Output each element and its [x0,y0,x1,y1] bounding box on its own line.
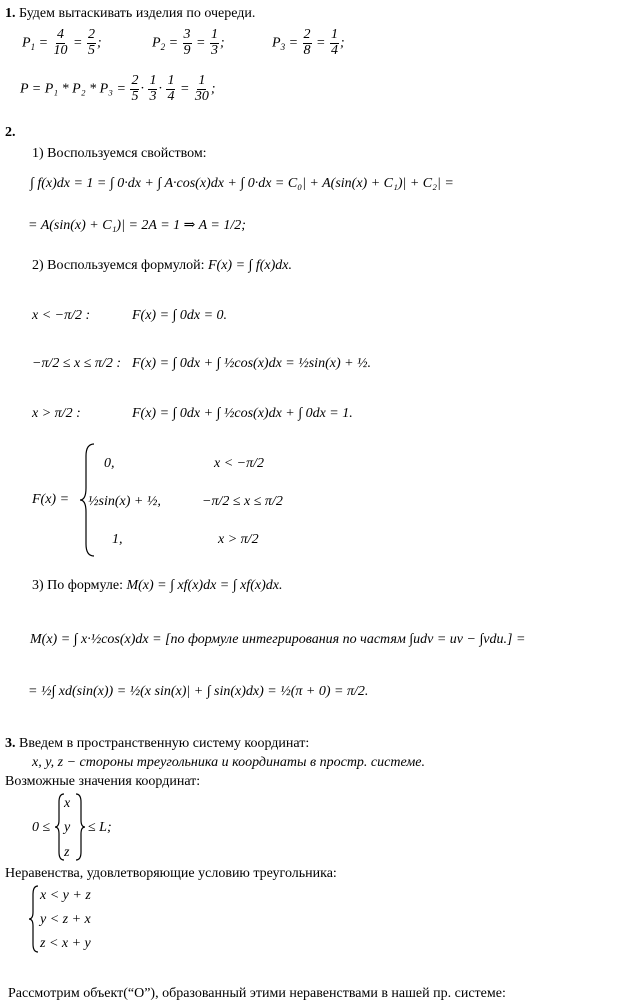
problem-3-heading [5,736,309,751]
m-line1: M(x) = ∫ x·½cos(x)dx = [по формуле интегрирования по частям ∫udv = uv − ∫vdu.] = [30,632,526,647]
piece-row-3-cond: x > π/2 [218,532,259,547]
p1-formula: $P_1$ = $\frac{4}{10}$ = $\frac{2}{5}$ ; [22,27,102,58]
problem-2-step1: 1) Воспользуемся свойством: [32,146,207,161]
eq1-line1: ∫ f(x)dx = 1 = ∫ 0·dx + ∫ A·cos(x)dx + ∫ 0·dx = C₀| + A(sin(x) + C₁)| + C₂| = [30,176,454,191]
case2-condition: −π/2 ≤ x ≤ π/2 : [32,356,121,371]
bounds-brace-right [74,792,86,862]
ineq-2: y < z + x [40,912,91,927]
ineq-3: z < x + y [40,936,91,951]
problem-3-intro: Введем в пространственную систему координат: [19,736,310,751]
case3-condition: x > π/2 : [32,406,81,421]
ineq-1: x < y + z [40,888,91,903]
problem-1-heading [5,6,255,21]
case1-condition: x < −π/2 : [32,308,91,323]
problem-2-number: 2. [5,125,16,140]
p2-formula: $P_2$ = $\frac{3}{9}$ = $\frac{1}{3}$ ; [152,27,225,58]
bounds-var-y: y [64,820,71,835]
eq1-line2: = A(sin(x) + C₁)| = 2A = 1 ⇒ A = 1/2; [28,218,246,233]
case3-equation: F(x) = ∫ 0dx + ∫ ½cos(x)dx + ∫ 0dx = 1. [132,406,353,421]
problem-3-number: 3. [5,736,16,751]
problem-3-ineq-intro: Неравенства, удовлетворяющие условию треугольника: [5,866,337,881]
piece-row-1-cond: x < −π/2 [214,456,265,471]
piece-row-1-value: 0, [104,456,115,471]
case2-equation: F(x) = ∫ 0dx + ∫ ½cos(x)dx = ½sin(x) + ½. [132,356,372,371]
m-line2: = ½∫ xd(sin(x)) = ½(x sin(x)| + ∫ sin(x)dx) = ½(π + 0) = π/2. [28,684,369,699]
problem-2-step2: 2) Воспользуемся формулой: F(x) = ∫ f(x)dx. [32,258,293,273]
piece-row-3-value: 1, [112,532,123,547]
product-formula: P = P₁ * P₂ * P₃ = $\frac{2}{5}$ · $\frac{1}{3}$ · $\frac{1}{4}$ = $\frac{1}{30}$ ; [20,73,216,104]
case1-equation: F(x) = ∫ 0dx = 0. [132,308,228,323]
bounds-right: ≤ L; [88,820,112,835]
bounds-var-z: z [64,845,70,860]
p3-formula: $P_3$ = $\frac{2}{8}$ = $\frac{1}{4}$ ; [272,27,345,58]
piece-row-2-value: ½sin(x) + ½, [88,494,161,509]
bounds-var-x: x [64,796,71,811]
piece-row-2-cond: −π/2 ≤ x ≤ π/2 [202,494,283,509]
problem-2-step3: 3) По формуле: M(x) = ∫ xf(x)dx = ∫ xf(x)dx. [32,578,283,593]
problem-3-vars-line: x, y, z − стороны треугольника и координаты в простр. системе. [32,755,425,770]
problem-1-number: 1. [5,6,16,21]
problem-3-final: Рассмотрим объект(“О”), образованный этими неравенствами в нашей пр. системе: [8,986,506,1001]
problem-3-possible: Возможные значения координат: [5,774,201,789]
ineq-brace [28,884,40,954]
piecewise-lhs: F(x) = [32,492,70,507]
bounds-left: 0 ≤ [32,820,51,835]
problem-1-intro: Будем вытаскивать изделия по очереди. [19,6,256,21]
